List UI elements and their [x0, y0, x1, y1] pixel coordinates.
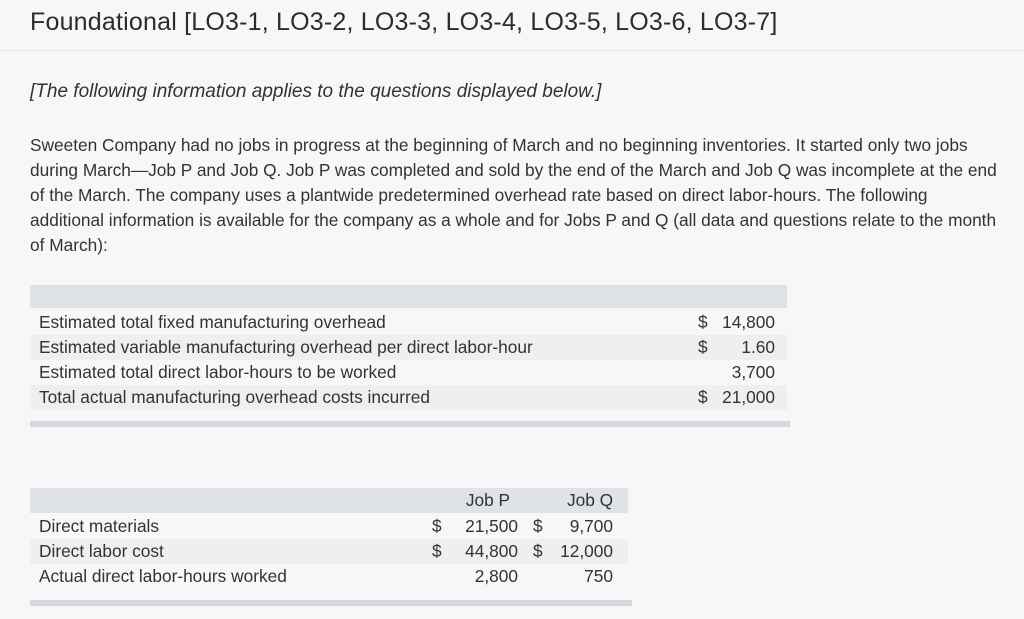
table-row: [30, 385, 787, 410]
job-p-value: 44,800: [465, 541, 518, 561]
job-q-value: 9,700: [569, 516, 613, 536]
column-header-job-q: Job Q: [566, 490, 614, 510]
table-row: [30, 360, 787, 385]
currency-symbol: $: [533, 516, 543, 536]
row-label: Direct labor cost: [39, 541, 164, 561]
currency-symbol: $: [698, 337, 708, 357]
currency-symbol: $: [698, 312, 708, 332]
table-row: [30, 539, 628, 564]
row-label: Estimated total direct labor-hours to be worked: [39, 362, 397, 382]
table-row: [30, 514, 628, 539]
currency-symbol: $: [432, 516, 442, 536]
jobs-table-footer: [30, 600, 632, 606]
currency-symbol: $: [698, 387, 708, 407]
row-value: 3,700: [731, 362, 775, 382]
row-label: Estimated variable manufacturing overhead per direct labor-hour: [39, 337, 533, 357]
table-row: [30, 564, 628, 589]
overhead-table-footer: [30, 421, 790, 427]
title-divider: [0, 50, 1024, 51]
row-label: Direct materials: [39, 516, 160, 536]
problem-paragraph: Sweeten Company had no jobs in progress at the beginning of March and no beginning inventories. It started only two jobs during March—Job P and Job Q. Job P was completed and sold by the end of the March and Job Q was incomplete at the end of the March. The company uses a plantwide predetermined overhead rate based on direct labor-hours. The following additional information is available for the company as a whole and for Jobs P and Q (all data and questions relate to the month of March):: [30, 135, 997, 255]
table-row: [30, 310, 787, 335]
table-row: [30, 335, 787, 360]
row-label: Estimated total fixed manufacturing overhead: [39, 312, 386, 332]
column-header-job-p: Job P: [465, 490, 511, 510]
job-p-value: 2,800: [474, 566, 518, 586]
currency-symbol: $: [533, 541, 543, 561]
job-q-value: 12,000: [560, 541, 613, 561]
row-value: 14,800: [722, 312, 775, 332]
jobs-table-header: [30, 488, 628, 513]
info-note: [The following information applies to the questions displayed below.]: [30, 81, 602, 102]
row-value: 21,000: [722, 387, 775, 407]
job-q-value: 750: [584, 566, 613, 586]
page-title: Foundational [LO3-1, LO3-2, LO3-3, LO3-4, LO3-5, LO3-6, LO3-7]: [30, 8, 778, 36]
currency-symbol: $: [432, 541, 442, 561]
job-p-value: 21,500: [465, 516, 518, 536]
row-value: 1.60: [741, 337, 775, 357]
row-label: Total actual manufacturing overhead costs incurred: [39, 387, 430, 407]
overhead-table-header: [30, 285, 787, 308]
row-label: Actual direct labor-hours worked: [39, 566, 287, 586]
